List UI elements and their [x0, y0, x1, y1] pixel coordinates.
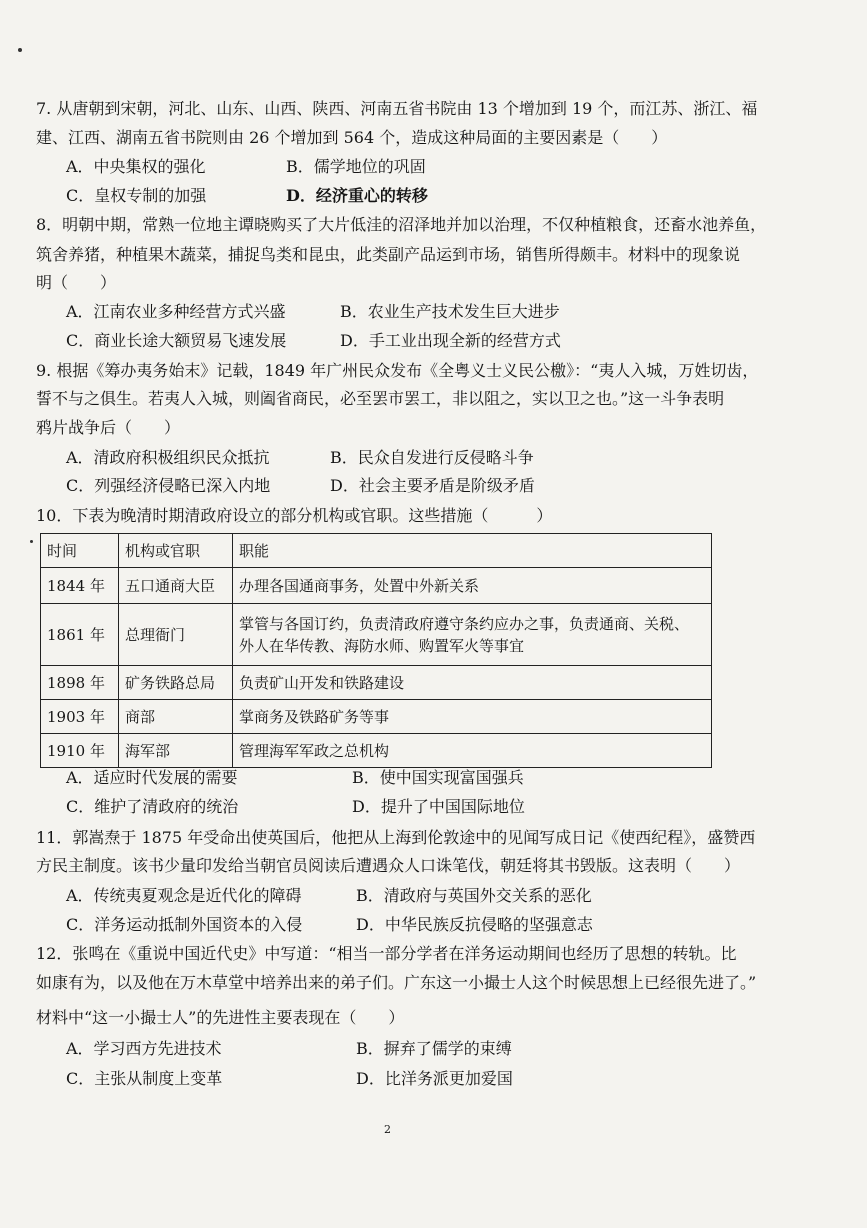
question-11-option-b: B．清政府与英国外交关系的恶化 — [356, 886, 592, 905]
table-cell-office: 矿务铁路总局 — [119, 666, 233, 700]
question-12-stem-line-2: 如康有为，以及他在万木草堂中培养出来的弟子们。广东这一小撮士人这个时候思想上已经很先进了。” — [36, 973, 757, 992]
table-header-row — [41, 534, 712, 568]
table-cell-duty: 负责矿山开发和铁路建设 — [233, 666, 712, 700]
question-8-option-c: C．商业长途大额贸易飞速发展 — [66, 331, 287, 350]
question-12-option-d: D．比洋务派更加爱国 — [356, 1069, 513, 1088]
question-10-option-a: A．适应时代发展的需要 — [66, 768, 238, 787]
question-8-option-b: B．农业生产技术发生巨大进步 — [340, 302, 560, 321]
question-12-option-c: C．主张从制度上变革 — [66, 1069, 223, 1088]
question-11-stem-line-1: 11．郭嵩焘于 1875 年受命出使英国后，他把从上海到伦敦途中的见闻写成日记《使西纪程》，盛赞西 — [36, 828, 756, 847]
question-9-option-b: B．民众自发进行反侵略斗争 — [330, 448, 534, 467]
question-12-option-a: A．学习西方先进技术 — [66, 1039, 222, 1058]
table-cell-office: 五口通商大臣 — [119, 568, 233, 604]
question-9-stem-line-1: 9. 根据《筹办夷务始末》记载，1849 年广州民众发布《全粤义士义民公檄》：“夷人入城，万姓切齿， — [36, 361, 759, 380]
table-cell-duty-line-1: 掌管与各国订约，负责清政府遵守条约应办之事，负责通商、关税、 — [239, 614, 690, 633]
table-row — [41, 604, 712, 666]
table-header-cell: 时间 — [41, 534, 119, 568]
question-11-stem-line-2: 方民主制度。该书少量印发给当朝官员阅读后遭遇众人口诛笔伐，朝廷将其书毁版。这表明（ ） — [36, 856, 741, 875]
table-cell-office: 总理衙门 — [119, 604, 233, 666]
question-8-option-d: D．手工业出现全新的经营方式 — [340, 331, 561, 350]
table-header-cell: 机构或官职 — [119, 534, 233, 568]
institutions-table — [40, 533, 712, 768]
table-row — [41, 700, 712, 734]
table-row — [41, 734, 712, 768]
table-cell-year: 1898 年 — [41, 666, 119, 700]
question-7-option-a: A．中央集权的强化 — [66, 157, 206, 176]
question-7-option-b: B．儒学地位的巩固 — [286, 157, 426, 176]
question-10-stem-line-1: 10．下表为晚清时期清政府设立的部分机构或官职。这些措施（ ） — [36, 506, 553, 525]
question-12-option-b: B．摒弃了儒学的束缚 — [356, 1039, 512, 1058]
question-9-option-c: C．列强经济侵略已深入内地 — [66, 476, 271, 495]
question-8-stem-line-3: 明（ ） — [36, 273, 117, 292]
question-10-option-c: C．维护了清政府的统治 — [66, 797, 239, 816]
table-cell-duty — [233, 604, 712, 666]
table-cell-duty-line-2: 外人在华传教、海防水师、购置军火等事宜 — [239, 636, 525, 655]
table-header-cell: 职能 — [233, 534, 712, 568]
table-cell-year: 1861 年 — [41, 604, 119, 666]
question-9-option-a: A．清政府积极组织民众抵抗 — [66, 448, 270, 467]
scan-speck — [18, 48, 22, 52]
question-7-stem-line-1: 7. 从唐朝到宋朝，河北、山东、山西、陕西、河南五省书院由 13 个增加到 19 个，而江苏、浙江、福 — [36, 99, 758, 118]
question-10-option-d: D．提升了中国国际地位 — [352, 797, 525, 816]
question-10-option-b: B．使中国实现富国强兵 — [352, 768, 524, 787]
page-number: 2 — [384, 1123, 391, 1136]
question-9-stem-line-3: 鸦片战争后（ ） — [36, 418, 181, 437]
question-7-stem-line-2: 建、江西、湖南五省书院则由 26 个增加到 564 个，造成这种局面的主要因素是（ ） — [36, 128, 668, 147]
question-7-option-d: D．经济重心的转移 — [286, 186, 428, 205]
question-9-option-d: D．社会主要矛盾是阶级矛盾 — [330, 476, 535, 495]
table-cell-year: 1844 年 — [41, 568, 119, 604]
question-11-option-d: D．中华民族反抗侵略的坚强意志 — [356, 915, 593, 934]
question-9-stem-line-2: 誓不与之俱生。若夷人入城，则阖省商民，必至罢市罢工，非以阻之，实以卫之也。”这一斗争表明 — [36, 389, 725, 408]
question-11-option-a: A．传统夷夏观念是近代化的障碍 — [66, 886, 302, 905]
question-8-stem-line-2: 筑舍养猪，种植果木蔬菜，捕捉鸟类和昆虫，此类副产品运到市场，销售所得颇丰。材料中的现象说 — [36, 245, 741, 264]
table-cell-year: 1903 年 — [41, 700, 119, 734]
question-11-option-c: C．洋务运动抵制外国资本的入侵 — [66, 915, 303, 934]
table-cell-duty: 管理海军军政之总机构 — [233, 734, 712, 768]
table-row — [41, 666, 712, 700]
table-row — [41, 568, 712, 604]
question-8-option-a: A．江南农业多种经营方式兴盛 — [66, 302, 286, 321]
table-cell-office: 海军部 — [119, 734, 233, 768]
question-7-option-c: C．皇权专制的加强 — [66, 186, 207, 205]
table-cell-office: 商部 — [119, 700, 233, 734]
table-cell-duty: 掌商务及铁路矿务等事 — [233, 700, 712, 734]
question-8-stem-line-1: 8．明朝中期，常熟一位地主谭晓购买了大片低洼的沼泽地并加以治理，不仅种植粮食，还畜水池养鱼， — [36, 215, 767, 234]
table-cell-duty: 办理各国通商事务，处置中外新关系 — [233, 568, 712, 604]
question-12-stem-line-3: 材料中“这一小撮士人”的先进性主要表现在（ ） — [36, 1008, 405, 1027]
question-12-stem-line-1: 12．张鸣在《重说中国近代史》中写道：“相当一部分学者在洋务运动期间也经历了思想的转轨。比 — [36, 944, 737, 963]
table-cell-year: 1910 年 — [41, 734, 119, 768]
scan-speck — [30, 540, 33, 543]
